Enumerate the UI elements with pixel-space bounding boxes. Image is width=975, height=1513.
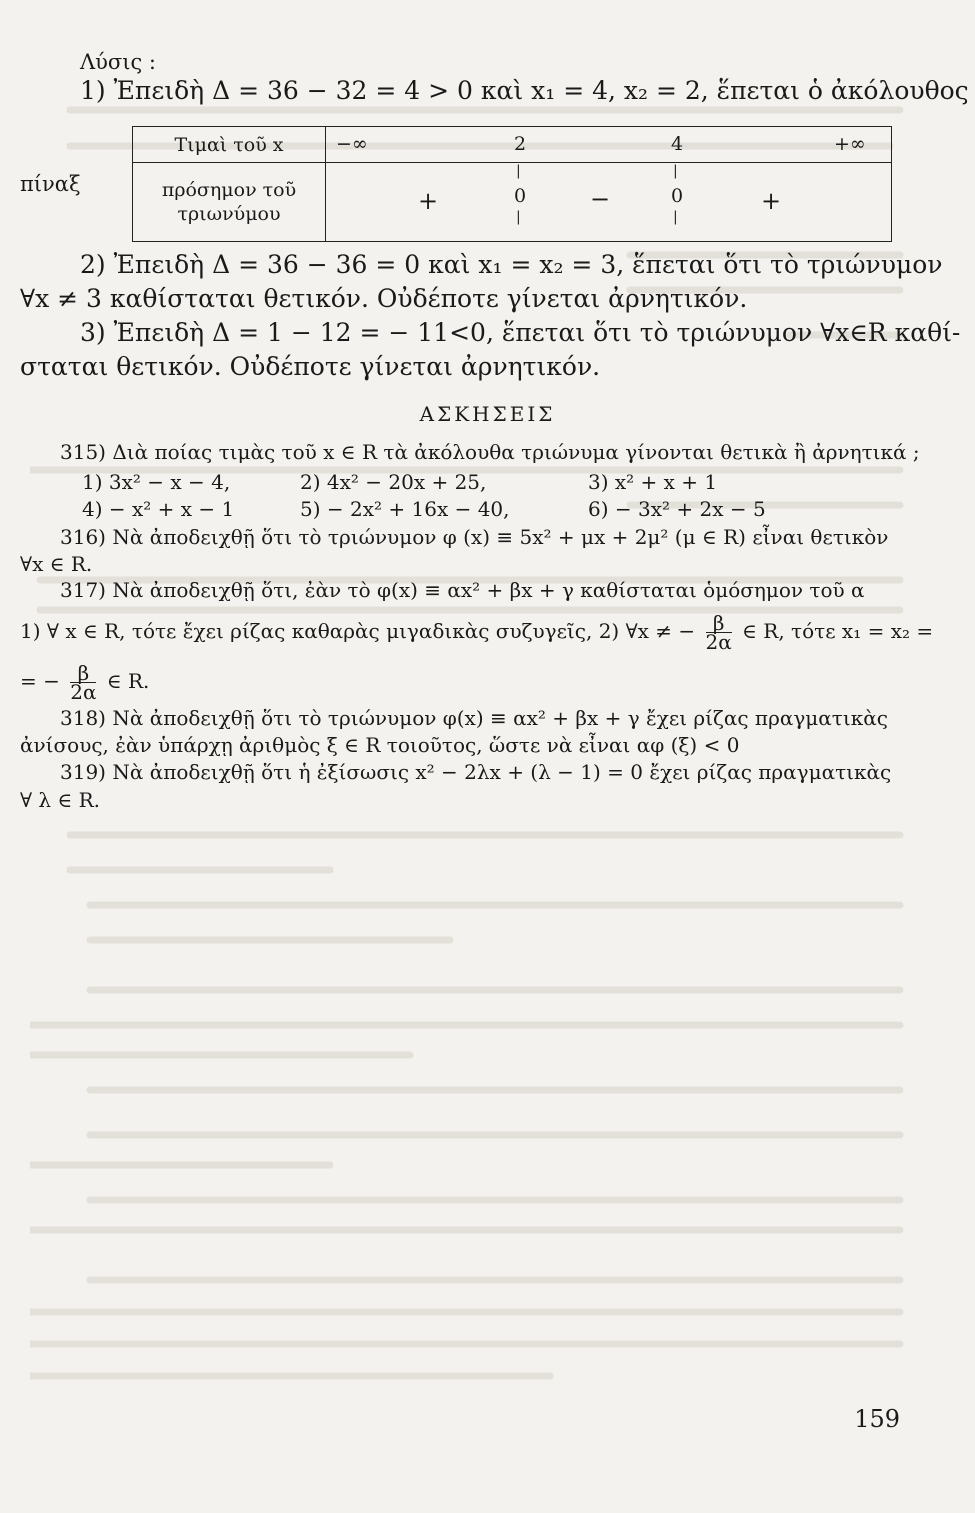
fraction-numerator: β [706,614,732,633]
exercise-317-line-1: 317) Νὰ ἀποδειχθῇ ὅτι, ἐὰν τὸ φ(x) ≡ αx² + βx + γ καθίσταται ὁμόσημον τοῦ α [60,578,865,602]
exercise-315-item-6: 6) − 3x² + 2x − 5 [588,497,766,521]
sign-zero-at-4: 0 [671,185,684,208]
exercise-315-item-5: 5) − 2x² + 16x − 40, [300,497,510,521]
exercise-318-line-1: 318) Νὰ ἀποδειχθῇ ὅτι τὸ τριώνυμον φ(x) ≡ αx² + βx + γ ἔχει ρίζας πραγματικὰς [60,706,888,730]
exercise-315: 315) Διὰ ποίας τιμὰς τοῦ x ∈ R τὰ ἀκόλουθα τριώνυμα γίνονται θετικὰ ἢ ἀρνητικά ; [60,440,920,464]
exercise-319-line-2: ∀ λ ∈ R. [20,788,101,812]
exercise-316-line-2: ∀x ∈ R. [20,552,93,576]
sign-table [132,126,892,242]
sign-label-line-2: τριωνύμου [177,203,281,226]
exercise-317-line-2-start: 1) ∀ x ∈ R, τότε ἔχει ρίζας καθαρὰς μιγαδικὰς συζυγεῖς, 2) ∀x ≠ − [20,619,696,643]
page-number: 159 [854,1405,900,1433]
fraction-beta-over-2alpha [705,611,732,654]
exercise-317-line-3-start: = − [20,669,60,693]
solution-item-3-line-1: 3) Ἐπειδὴ Δ = 1 − 12 = − 11<0, ἕπεται ὅτι τὸ τριώνυμον ∀x∈R καθί- [80,318,961,347]
sign-table-sign-label [133,163,326,242]
sign-table-x-values [326,127,892,163]
table-label: πίναξ [20,172,81,196]
exercise-317-line-3-end: ∈ R. [106,669,150,693]
solution-item-1: 1) Ἐπειδὴ Δ = 36 − 32 = 4 > 0 καὶ x₁ = 4, x₂ = 2, ἕπεται ὁ ἀκόλουθος [80,76,969,105]
sign-table-x-label: Τιμαὶ τοῦ x [133,127,326,163]
zero-tick-top-1: | [516,163,521,180]
fraction-denominator-result: 2α [70,680,97,704]
exercise-317-line-2-end: ∈ R, τότε x₁ = x₂ = [742,619,934,643]
x-value-root-4: 4 [671,133,684,155]
exercise-315-item-1: 1) 3x² − x − 4, [82,470,231,494]
sign-table-sign-values [326,163,892,242]
exercise-315-item-2: 2) 4x² − 20x + 25, [300,470,487,494]
solution-item-2-line-2: ∀x ≠ 3 καθίσταται θετικόν. Οὐδέποτε γίνεται ἀρνητικόν. [20,284,748,313]
fraction-beta-over-2alpha-result [70,661,97,704]
sign-zero-at-2: 0 [514,185,527,208]
sign-label-line-1: πρόσημον τοῦ [161,179,297,202]
zero-tick-bottom-2: | [673,209,678,226]
exercise-315-item-4: 4) − x² + x − 1 [82,497,235,521]
exercise-317-line-2 [20,611,934,654]
x-value-minus-infinity: −∞ [336,133,368,155]
x-value-root-2: 2 [514,133,527,155]
zero-tick-top-2: | [673,163,678,180]
solution-item-3-line-2: σταται θετικόν. Οὐδέποτε γίνεται ἀρνητικόν. [20,352,601,381]
solution-item-2-line-1: 2) Ἐπειδὴ Δ = 36 − 36 = 0 καὶ x₁ = x₂ = 3, ἕπεται ὅτι τὸ τριώνυμον [80,250,943,279]
sign-plus-right: + [761,187,782,216]
sign-minus-middle: − [590,185,611,214]
exercise-316-line-1: 316) Νὰ ἀποδειχθῇ ὅτι τὸ τριώνυμον φ (x) ≡ 5x² + μx + 2μ² (μ ∈ R) εἶναι θετικὸν [60,525,889,549]
zero-tick-bottom-1: | [516,209,521,226]
exercise-315-item-3: 3) x² + x + 1 [588,470,718,494]
x-value-plus-infinity: +∞ [834,133,866,155]
fraction-denominator: 2α [705,630,732,654]
exercise-319-line-1: 319) Νὰ ἀποδειχθῇ ὅτι ἡ ἐξίσωσις x² − 2λx + (λ − 1) = 0 ἔχει ρίζας πραγματικὰς [60,760,892,784]
fraction-numerator-result: β [70,664,96,683]
exercises-heading: ΑΣΚΗΣΕΙΣ [419,402,556,426]
solution-heading: Λύσις : [80,50,157,74]
sign-plus-left: + [418,187,439,216]
exercise-318-line-2: ἀνίσους, ἐὰν ὑπάρχῃ ἀριθμὸς ξ ∈ R τοιοῦτος, ὥστε νὰ εἶναι αφ (ξ) < 0 [20,733,740,757]
exercise-317-line-3 [20,661,915,704]
